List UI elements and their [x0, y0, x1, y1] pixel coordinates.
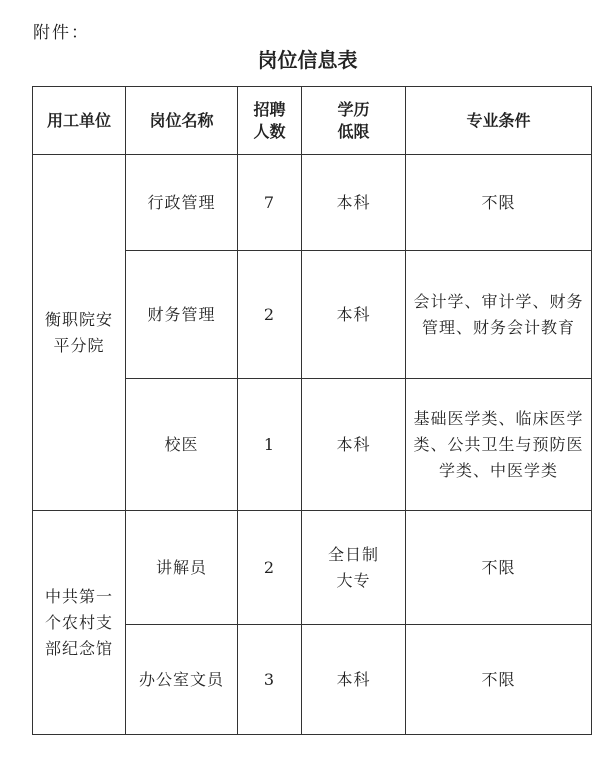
major-cell: 不限	[406, 625, 592, 735]
education-cell: 本科	[302, 379, 406, 511]
table-row	[33, 155, 592, 251]
count-cell: 7	[238, 155, 302, 251]
position-info-table	[32, 86, 592, 735]
table-row	[33, 511, 592, 625]
major-cell: 会计学、审计学、财务管理、财务会计教育	[406, 251, 592, 379]
header-unit: 用工单位	[33, 87, 126, 155]
header-position: 岗位名称	[126, 87, 238, 155]
education-cell: 全日制大专	[302, 511, 406, 625]
position-cell: 财务管理	[126, 251, 238, 379]
position-cell: 办公室文员	[126, 625, 238, 735]
position-cell: 校医	[126, 379, 238, 511]
count-cell: 3	[238, 625, 302, 735]
count-cell: 1	[238, 379, 302, 511]
position-cell: 讲解员	[126, 511, 238, 625]
major-cell: 不限	[406, 511, 592, 625]
header-count: 招聘人数	[238, 87, 302, 155]
position-cell: 行政管理	[126, 155, 238, 251]
header-major: 专业条件	[406, 87, 592, 155]
attachment-label: 附件：	[33, 23, 90, 43]
education-cell: 本科	[302, 251, 406, 379]
education-cell: 本科	[302, 155, 406, 251]
major-cell: 基础医学类、临床医学类、公共卫生与预防医学类、中医学类	[406, 379, 592, 511]
table-header-row	[33, 87, 592, 155]
major-cell: 不限	[406, 155, 592, 251]
education-cell: 本科	[302, 625, 406, 735]
count-cell: 2	[238, 511, 302, 625]
header-education: 学历低限	[302, 87, 406, 155]
count-cell: 2	[238, 251, 302, 379]
unit-cell: 中共第一个农村支部纪念馆	[33, 511, 126, 735]
unit-cell: 衡职院安平分院	[33, 155, 126, 511]
page-title: 岗位信息表	[257, 48, 358, 72]
